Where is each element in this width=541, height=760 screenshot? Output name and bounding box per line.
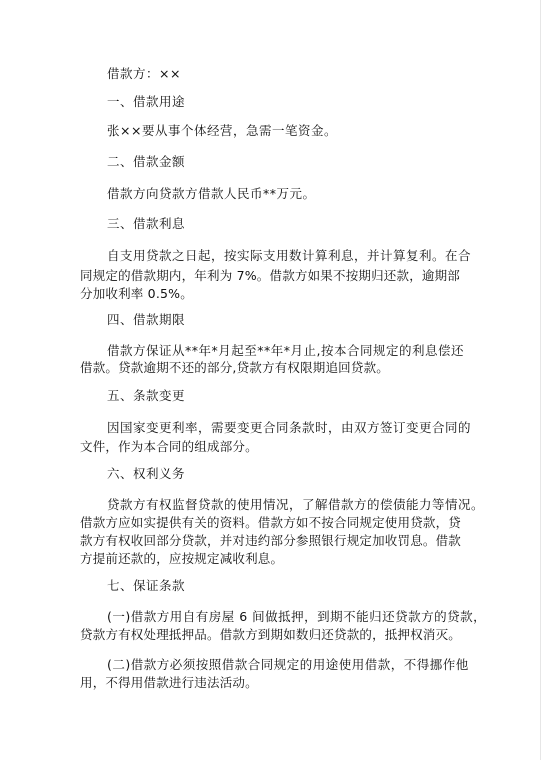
section-heading-term: 四、借款期限 [107, 312, 186, 327]
section-heading-change: 五、条款变更 [107, 388, 186, 403]
guarantee-clause-2-line-2: 用，不得用借款进行违法活动。 [80, 675, 258, 690]
term-line-1: 借款方保证从**年*月起至**年*月止,按本合同规定的利息偿还 [107, 343, 464, 358]
rights-line-2: 借款方应如实提供有关的资料。借款方如不按合同规定使用贷款，贷 [80, 515, 462, 530]
borrower-line: 借款方：×× [107, 66, 181, 81]
section-heading-rights: 六、权利义务 [107, 466, 186, 481]
section-heading-guarantee: 七、保证条款 [107, 578, 186, 593]
change-line-1: 因国家变更利率，需要变更合同条款时，由双方签订变更合同的 [107, 420, 472, 435]
interest-line-1: 自支用贷款之日起，按实际支用数计算利息，并计算复利。在合 [107, 248, 472, 263]
section-heading-purpose: 一、借款用途 [107, 94, 186, 109]
guarantee-clause-2-line-1: (二)借款方必须按照借款合同规定的用途使用借款，不得挪作他 [107, 657, 469, 672]
change-line-2: 文件，作为本合同的组成部分。 [80, 439, 258, 454]
interest-line-3: 分加收利率 0.5%。 [80, 286, 193, 301]
guarantee-clause-1-line-2: 贷款方有权处理抵押品。借款方到期如数归还贷款的，抵押权消灭。 [80, 627, 462, 642]
purpose-text: 张××要从事个体经营，急需一笔资金。 [107, 123, 337, 138]
rights-line-3: 款方有权收回部分贷款，并对违约部分参照银行规定加收罚息。借款 [80, 533, 462, 548]
term-line-2: 借款。贷款逾期不还的部分,贷款方有权限期追回贷款。 [80, 360, 389, 375]
rights-line-4: 方提前还款的，应按规定减收利息。 [80, 551, 284, 566]
amount-text: 借款方向贷款方借款人民币**万元。 [107, 186, 316, 201]
section-heading-amount: 二、借款金额 [107, 154, 186, 169]
guarantee-clause-1-line-1: (一)借款方用自有房屋 6 间做抵押，到期不能归还贷款方的贷款， [107, 609, 487, 624]
interest-line-2: 同规定的借款期内，年利为 7%。借款方如果不按期归还款，逾期部 [80, 268, 461, 283]
rights-line-1: 贷款方有权监督贷款的使用情况，了解借款方的偿债能力等情况。 [107, 497, 485, 512]
section-heading-interest: 三、借款利息 [107, 216, 186, 231]
